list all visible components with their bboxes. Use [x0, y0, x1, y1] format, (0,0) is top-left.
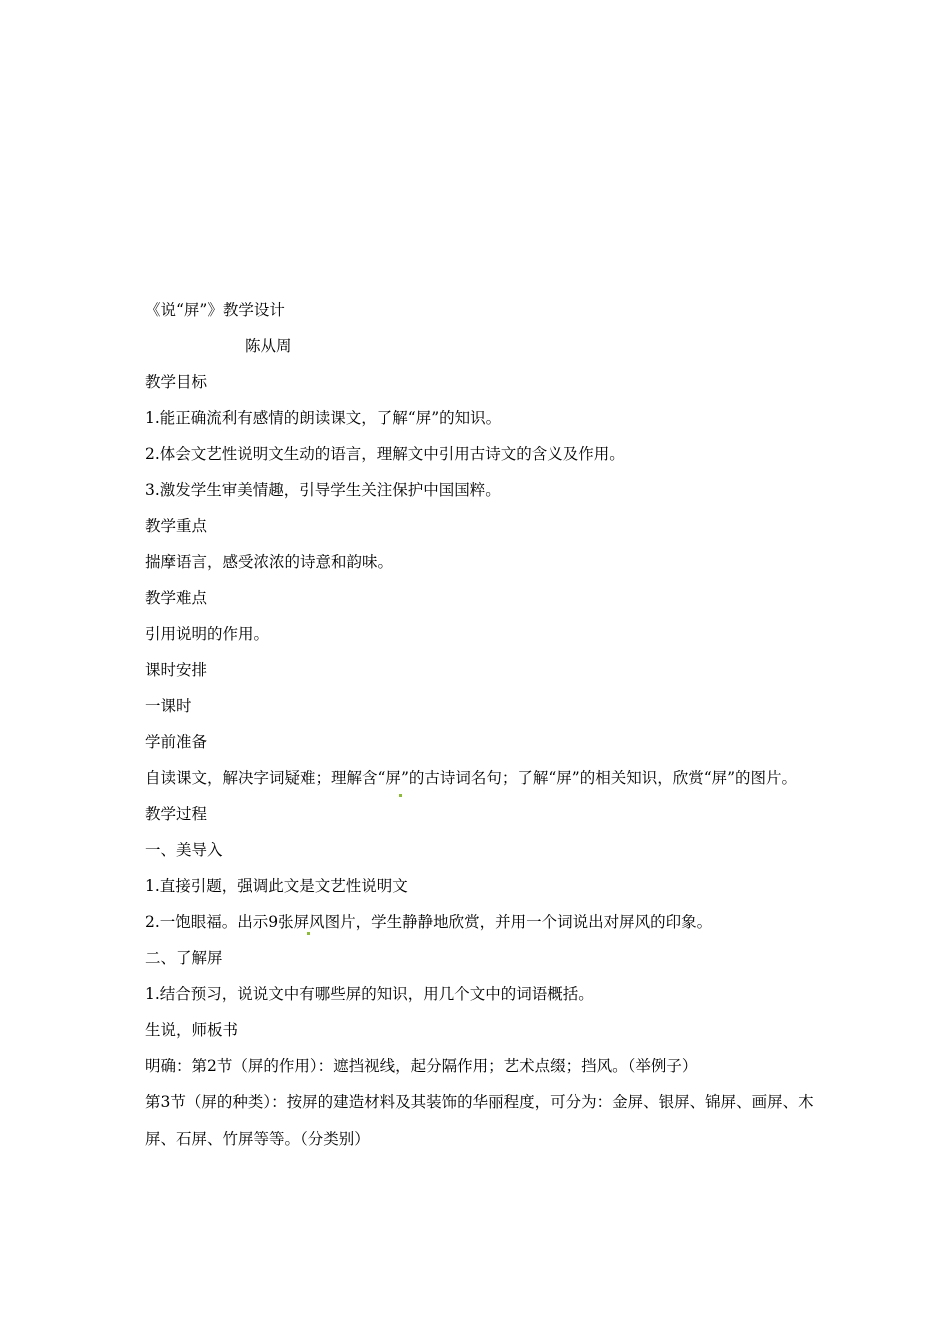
clarification-section-2: 明确：第2节（屏的作用）：遮挡视线，起分隔作用；艺术点缀；挡风。（举例子）	[145, 1057, 698, 1075]
preparation-text-part2: ”的古诗词名句；了解“屏”的相关知识，欣赏“屏”的图片。	[400, 769, 798, 787]
schedule-text: 一课时	[145, 697, 192, 715]
objective-1: 1.能正确流利有感情的朗读课文，了解“屏”的知识。	[145, 409, 502, 427]
section-2-heading: 二、了解屏	[145, 949, 223, 967]
student-teacher-note: 生说，师板书	[145, 1021, 239, 1039]
heading-preparation: 学前准备	[145, 733, 208, 751]
step-2-part2: 风图片，学生静静地欣赏，并用一个词说出对屏风的印象。	[309, 913, 713, 931]
heading-key-points: 教学重点	[145, 517, 208, 535]
heading-process: 教学过程	[145, 805, 208, 823]
heading-schedule: 课时安排	[145, 661, 208, 679]
section-2-step-1: 1.结合预习，说说文中有哪些屏的知识，用几个文中的词语概括。	[145, 985, 594, 1003]
document-author: 陈从周	[245, 337, 292, 355]
step-2-part1: 2.一饱眼福。出示9张屏	[145, 913, 310, 931]
preparation-text	[145, 760, 825, 797]
key-point-text: 揣摩语言，感受浓浓的诗意和韵味。	[145, 553, 394, 571]
objective-2: 2.体会文艺性说明文生动的语言，理解文中引用古诗文的含义及作用。	[145, 445, 625, 463]
clarification-section-3: 第3节（屏的种类）：按屏的建造材料及其装饰的华丽程度，可分为：金屏、银屏、锦屏、画屏、木屏、石屏、竹屏等等。（分类别）	[145, 1093, 814, 1148]
document-body	[145, 298, 825, 1163]
section-1-step-1: 1.直接引题，强调此文是文艺性说明文	[145, 877, 408, 895]
heading-difficulty: 教学难点	[145, 589, 208, 607]
objective-3: 3.激发学生审美情趣，引导学生关注保护中国国粹。	[145, 481, 501, 499]
section-1-step-2	[145, 910, 825, 935]
difficulty-text: 引用说明的作用。	[145, 625, 270, 643]
document-title: 《说“屏”》教学设计	[145, 301, 285, 319]
edit-mark	[307, 932, 310, 935]
heading-objectives: 教学目标	[145, 373, 208, 391]
section-1-heading: 一、美导入	[145, 841, 223, 859]
preparation-text-part1: 自读课文，解决字词疑难；理解含“屏	[145, 769, 401, 787]
edit-mark	[399, 794, 402, 797]
